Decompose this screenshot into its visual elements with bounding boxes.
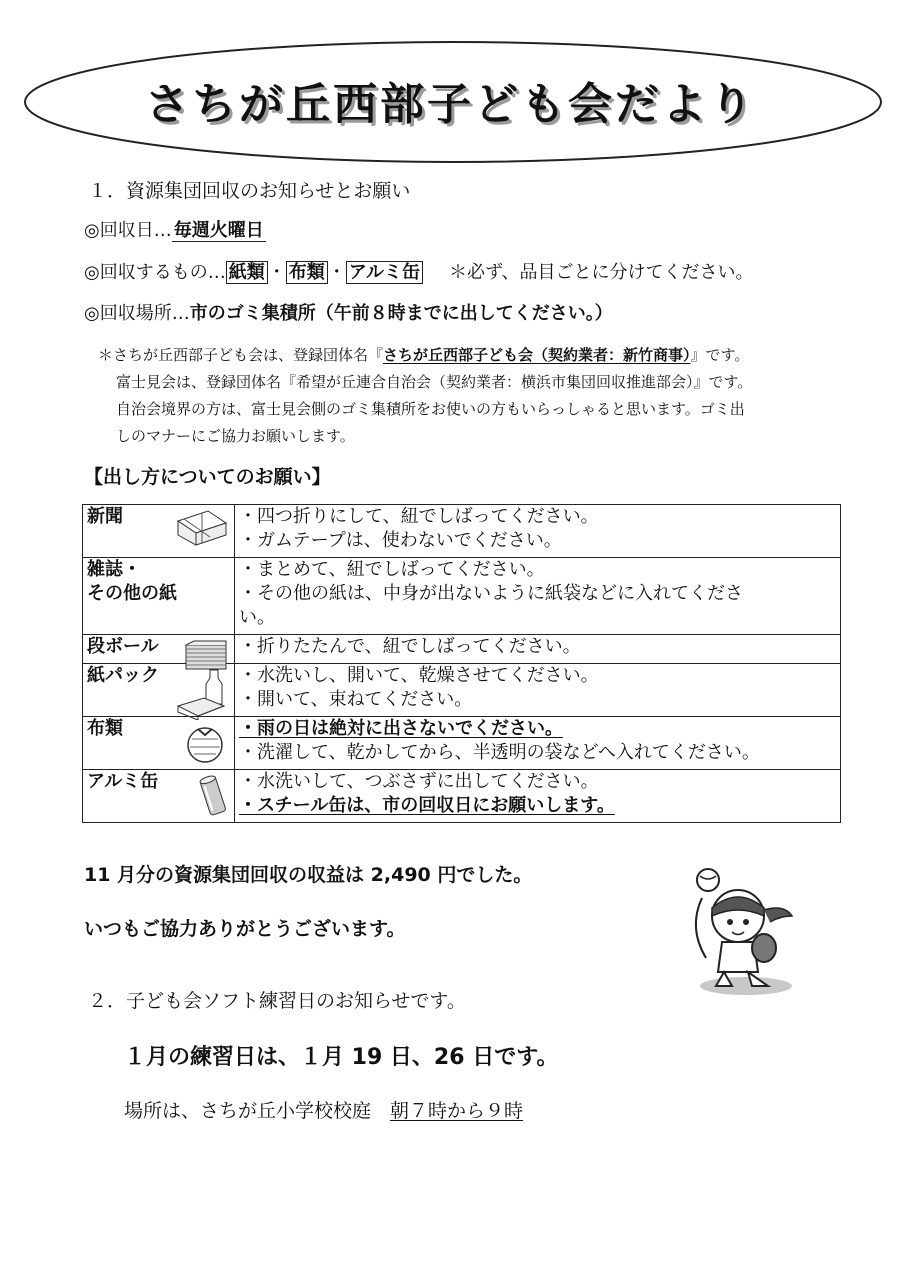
note-registered-group: さちが丘西部子ども会（契約業者：新竹商事） xyxy=(383,346,691,364)
collection-day-label: ◎回収日… xyxy=(84,220,172,241)
note-line-1 xyxy=(98,342,858,369)
guide-instructions xyxy=(235,664,841,717)
item-aluminum: アルミ缶 xyxy=(346,261,423,284)
collection-place-line xyxy=(84,299,613,325)
guide-instruction-line: ・まとめて、紐でしばってください。 xyxy=(239,559,545,580)
practice-place-line xyxy=(124,1096,523,1123)
items-label: ◎回収するもの… xyxy=(84,262,226,283)
guide-instruction-line: ・雨の日は絶対に出さないでください。 xyxy=(239,718,563,739)
practice-time: 朝７時から９時 xyxy=(390,1100,524,1122)
guide-category-label: 雑誌・ その他の紙 xyxy=(87,559,177,604)
note-line-1-pre: ＊さちが丘西部子ども会は、登録団体名『 xyxy=(98,346,384,364)
collection-day-value: 毎週火曜日 xyxy=(173,220,264,241)
guide-instruction-line: ・開いて、束ねてください。 xyxy=(239,689,473,710)
guide-category-label: 段ボール xyxy=(87,636,159,657)
aluminum-can-icon xyxy=(198,774,228,823)
guide-instructions xyxy=(235,717,841,770)
guide-row xyxy=(83,558,841,635)
guide-instructions xyxy=(235,770,841,823)
note-line-2: 富士見会は、登録団体名『希望が丘連合自治会（契約業者：横浜市集団回収推進部会）』です。 xyxy=(116,373,753,391)
disposal-guide-table xyxy=(82,504,841,823)
item-separator: ・ xyxy=(327,262,346,283)
softball-player-illustration xyxy=(668,858,800,998)
guide-instruction-line: ・水洗いし、開いて、乾燥させてください。 xyxy=(239,665,599,686)
guide-row xyxy=(83,717,841,770)
proceeds-text: 11 月分の資源集団回収の収益は 2,490 円でした。 xyxy=(84,864,533,886)
practice-place: 場所は、さちが丘小学校校庭 xyxy=(124,1100,391,1122)
guide-instruction-line: ・洗濯して、乾かしてから、半透明の袋などへ入れてください。 xyxy=(239,742,760,763)
guide-row xyxy=(83,770,841,823)
registration-note xyxy=(98,342,858,450)
note-line-4: しのマナーにご協力お願いします。 xyxy=(116,427,355,445)
item-separator: ・ xyxy=(267,262,286,283)
guide-heading: 【出し方についてのお願い】 xyxy=(84,466,331,488)
guide-category xyxy=(83,558,235,635)
guide-category xyxy=(83,717,235,770)
guide-category xyxy=(83,664,235,717)
place-label: ◎回収場所… xyxy=(84,303,190,324)
note-line-3: 自治会境界の方は、富士見会側のゴミ集積所をお使いの方もいらっしゃると思います。ゴミ出 xyxy=(116,400,745,418)
guide-instruction-line: ・ガムテープは、使わないでください。 xyxy=(239,530,562,551)
item-paper: 紙類 xyxy=(226,261,268,284)
guide-instructions xyxy=(235,558,841,635)
collected-items-line xyxy=(84,258,754,284)
section1-heading: １．資源集団回収のお知らせとお願い xyxy=(88,180,411,202)
guide-instruction-line: ・折りたたんで、紐でしばってください。 xyxy=(239,636,581,657)
guide-instruction-line: ・水洗いして、つぶさずに出してください。 xyxy=(239,771,599,792)
collection-day-line xyxy=(84,216,266,242)
page-title: さちが丘西部子ども会だより xyxy=(145,79,756,130)
guide-instructions xyxy=(235,635,841,664)
guide-instruction-line: ・四つ折りにして、紐でしばってください。 xyxy=(239,506,599,527)
guide-instruction-line: ・スチール缶は、市の回収日にお願いします。 xyxy=(239,795,615,816)
guide-category-label: 布類 xyxy=(87,718,123,739)
place-value: 市のゴミ集積所（午前８時までに出してください。） xyxy=(189,303,613,324)
guide-row xyxy=(83,664,841,717)
thanks-text: いつもご協力ありがとうございます。 xyxy=(84,918,406,940)
items-note: ＊必ず、品目ごとに分けてください。 xyxy=(449,262,754,283)
guide-row xyxy=(83,505,841,558)
guide-category-label: 新聞 xyxy=(87,506,123,527)
guide-instruction-line: ・その他の紙は、中身が出ないように紙袋などに入れてくださ xyxy=(239,583,743,604)
section2-heading: ２．子ども会ソフト練習日のお知らせです。 xyxy=(88,990,466,1012)
practice-dates: １月の練習日は、１月 19 日、26 日です。 xyxy=(124,1045,559,1070)
note-line-1-post: 』です。 xyxy=(690,346,750,364)
guide-category xyxy=(83,770,235,823)
guide-category-label: アルミ缶 xyxy=(87,771,159,792)
guide-row xyxy=(83,635,841,664)
guide-instruction-line: い。 xyxy=(239,607,275,628)
guide-category xyxy=(83,505,235,558)
guide-category xyxy=(83,635,235,664)
newspaper-bundle-icon xyxy=(176,509,228,552)
item-cloth: 布類 xyxy=(286,261,328,284)
cloth-bundle-icon xyxy=(182,721,228,768)
guide-instructions xyxy=(235,505,841,558)
guide-category-label: 紙パック xyxy=(87,665,159,686)
